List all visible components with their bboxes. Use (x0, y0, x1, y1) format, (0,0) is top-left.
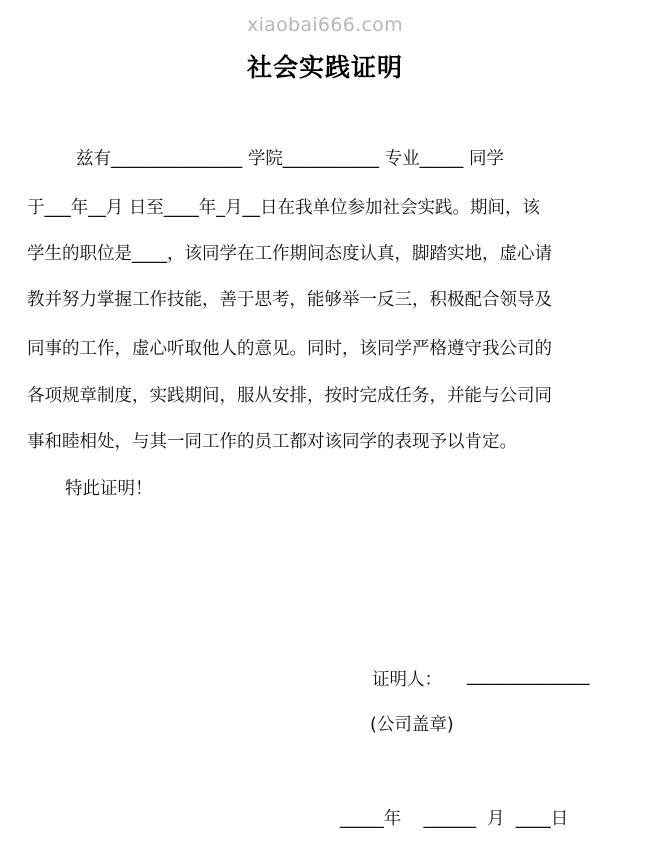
body-line-2: 于___年__月 日至____年_月__日在我单位参加社会实践。期间，该 (27, 198, 541, 218)
date-line: _____年 ______ 月 ____日 (340, 809, 569, 829)
body-line-1: 兹有_______________ 学院___________ 专业_____ 同学 (76, 149, 504, 169)
body-line-3: 学生的职位是____，该同学在工作期间态度认真，脚踏实地，虚心请 (27, 244, 552, 264)
body-line-6: 各项规章制度，实践期间，服从安排，按时完成任务，并能与公司同 (27, 386, 552, 406)
company-seal-label: (公司盖章) (370, 715, 454, 735)
signature-blank: ______________ (467, 666, 590, 686)
watermark: xiaobai666.com (247, 14, 403, 36)
page-title: 社会实践证明 (246, 53, 403, 82)
signature-label: 证明人： (372, 670, 442, 690)
closing-statement: 特此证明！ (65, 479, 153, 499)
body-line-7: 事和睦相处，与其一同工作的员工都对该同学的表现予以肯定。 (27, 432, 517, 452)
body-line-4: 教并努力掌握工作技能，善于思考，能够举一反三，积极配合领导及 (27, 290, 552, 310)
body-line-5: 同事的工作，虚心听取他人的意见。同时，该同学严格遵守我公司的 (27, 339, 552, 359)
